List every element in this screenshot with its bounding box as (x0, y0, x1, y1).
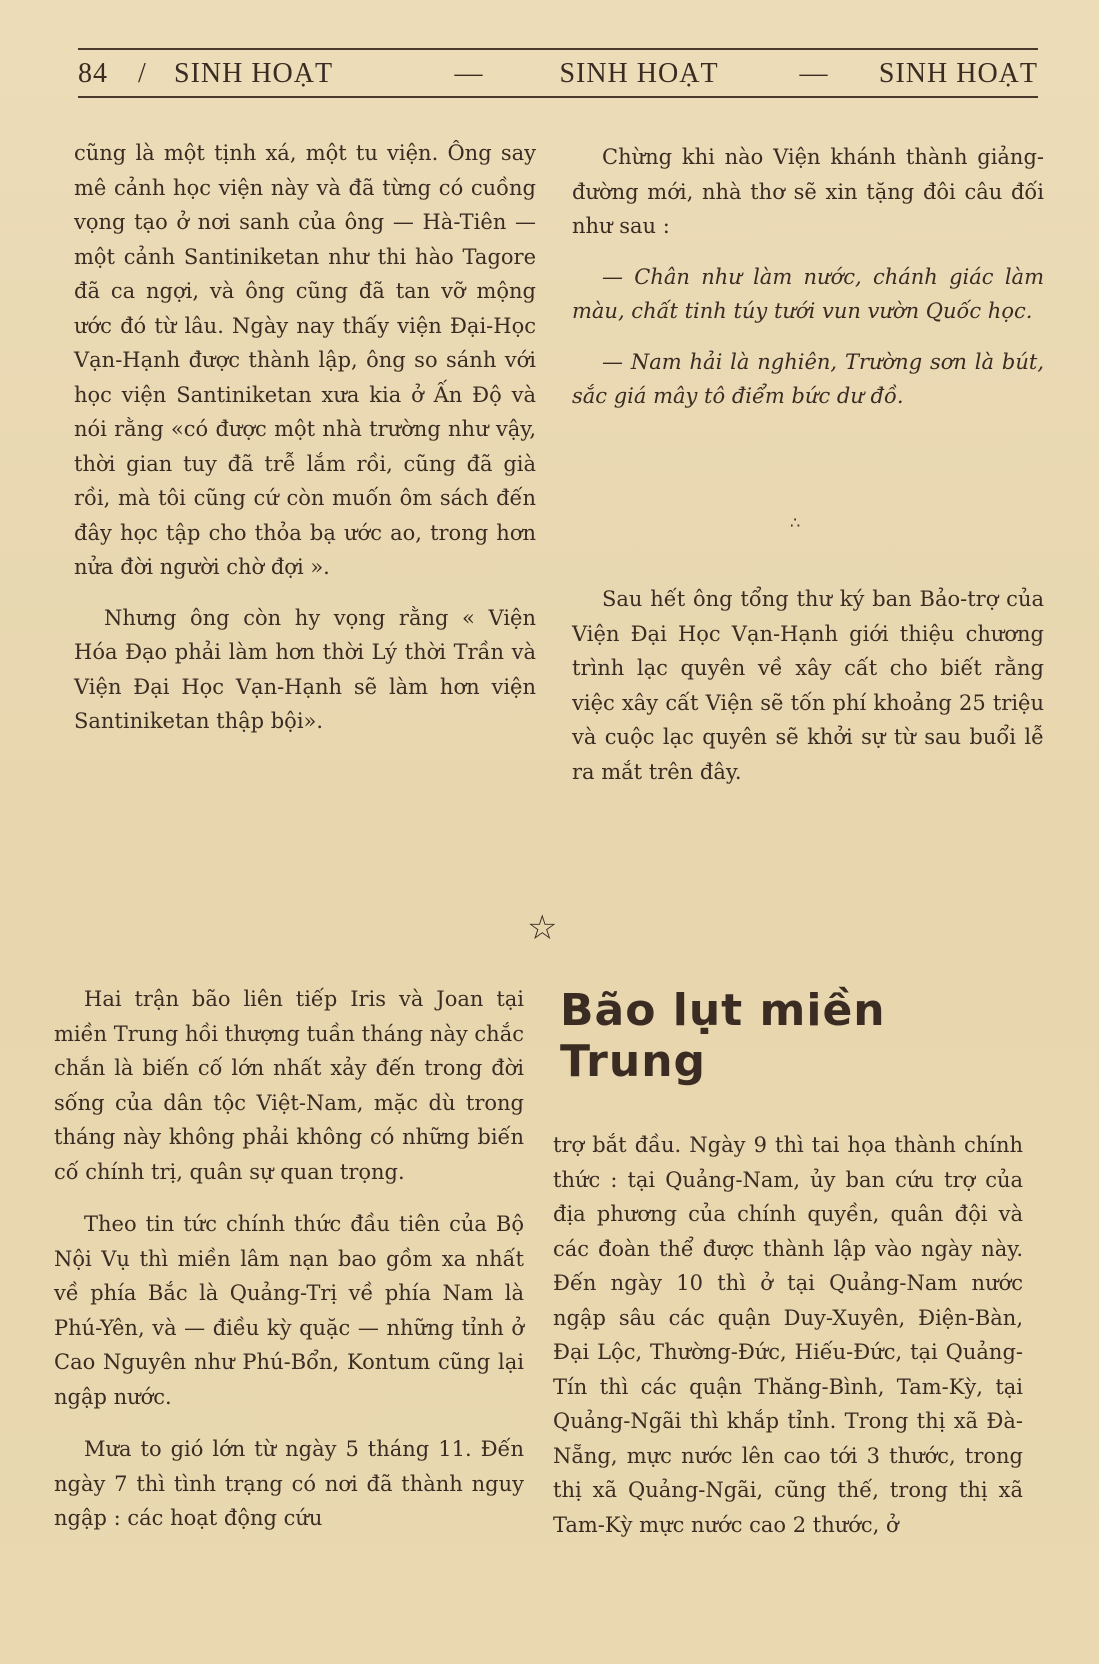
header-bottom-rule (78, 96, 1038, 98)
article-title: Bão lụt miền Trung (560, 985, 886, 1087)
star-divider-icon: ☆ (527, 908, 558, 948)
header-dash-1: — (454, 58, 484, 89)
paragraph: Nhưng ông còn hy vọng rằng « Viện Hóa Đạo phải làm hơn thời Lý thời Trần và Viện Đại Học Vạn-Hạnh sẽ làm hơn viện Santiniketan thập bội». (74, 605, 536, 733)
article-right-column (553, 1128, 1023, 1560)
page-number: 84 (78, 58, 108, 89)
paragraph: Theo tin tức chính thức đầu tiên của Bộ Nội Vụ thì miền lâm nạn bao gồm xa nhất về phía Bắc là Quảng-Trị về phía Nam là Phú-Yên, và — điều kỳ quặc — những tỉnh ở Cao Nguyên như Phú-Bổn, Kontum cũng lại ngập nước. (54, 1212, 524, 1409)
couplet-line-2: — Nam hải là nghiên, Trường sơn là bút, sắc giá mây tô điểm bức dư đồ. (572, 349, 1044, 408)
header-dash-2: — (799, 58, 829, 89)
paragraph: Chừng khi nào Viện khánh thành giảng-đường mới, nhà thơ sẽ xin tặng đôi câu đối như sau : (572, 145, 1044, 238)
paragraph: Hai trận bão liên tiếp Iris và Joan tại miền Trung hồi thượng tuần tháng này chắc chắn là biến cố lớn nhất xảy đến trong đời sống của dân tộc Việt-Nam, mặc dù trong tháng này không phải không có những biến cố chính trị, quân sự quan trọng. (54, 987, 524, 1184)
header-top-rule (78, 48, 1038, 50)
couplet-line-1: — Chân như làm nước, chánh giác làm màu, chất tinh túy tưới vun vườn Quốc học. (572, 264, 1044, 323)
article-left-column (54, 982, 524, 1554)
header-section-3: SINH HOẠT (878, 58, 1038, 89)
header-section-1: SINH HOẠT (174, 58, 334, 89)
paragraph: Sau hết ông tổng thư ký ban Bảo-trợ của Viện Đại Học Vạn-Hạnh giới thiệu chương trình lạc quyên về xây cất cho biết rằng việc xây cất Viện sẽ tốn phí khoảng 25 triệu và cuộc lạc quyên sẽ khởi sự từ sau buổi lễ ra mắt trên đây. (572, 587, 1044, 784)
top-left-column (74, 136, 536, 755)
paragraph: cũng là một tịnh xá, một tu viện. Ông say mê cảnh học viện này và đã từng có cuồng vọng tạo ở nơi sanh của ông — Hà-Tiên — một cảnh Santiniketan như thi hào Tagore đã ca ngợi, và ông cũng đã tan vỡ mộng ước đó từ lâu. Ngày nay thấy viện Đại-Học Vạn-Hạnh được thành lập, ông so sánh với học viện Santiniketan xưa kia ở Ấn Độ và nói rằng «có được một nhà trường như vậy, thời gian tuy đã trễ lắm rồi, cũng đã già rồi, mà tôi cũng cứ còn muốn ôm sách đến đây học tập cho thỏa bạ ước ao, trong hơn nửa đời người chờ đợi ». (74, 141, 536, 579)
section-separator: ∴ (790, 513, 801, 532)
header-section-2: SINH HOẠT (559, 58, 719, 89)
paragraph: Mưa to gió lớn từ ngày 5 tháng 11. Đến ngày 7 thì tình trạng có nơi đã thành nguy ngập : các hoạt động cứu (54, 1437, 524, 1530)
paragraph: trợ bắt đầu. Ngày 9 thì tai họa thành chính thức : tại Quảng-Nam, ủy ban cứu trợ của địa phương của chính quyền, quân đội và các đoàn thể được thành lập vào ngày này. Đến ngày 10 thì ở tại Quảng-Nam nước ngập sâu các quận Duy-Xuyên, Điện-Bàn, Đại Lộc, Thường-Đức, Hiếu-Đức, tại Quảng-Tín thì các quận Thăng-Bình, Tam-Kỳ, tại Quảng-Ngãi thì khắp tỉnh. Trong thị xã Đà-Nẵng, mực nước lên cao tới 3 thước, trong thị xã Quảng-Ngãi, cũng thế, trong thị xã Tam-Kỳ mực nước cao 2 thước, ở (553, 1133, 1023, 1537)
header-slash: / (138, 58, 147, 89)
top-right-column (572, 140, 1044, 430)
running-header (78, 48, 1038, 98)
top-right-column-continued (572, 582, 1044, 805)
